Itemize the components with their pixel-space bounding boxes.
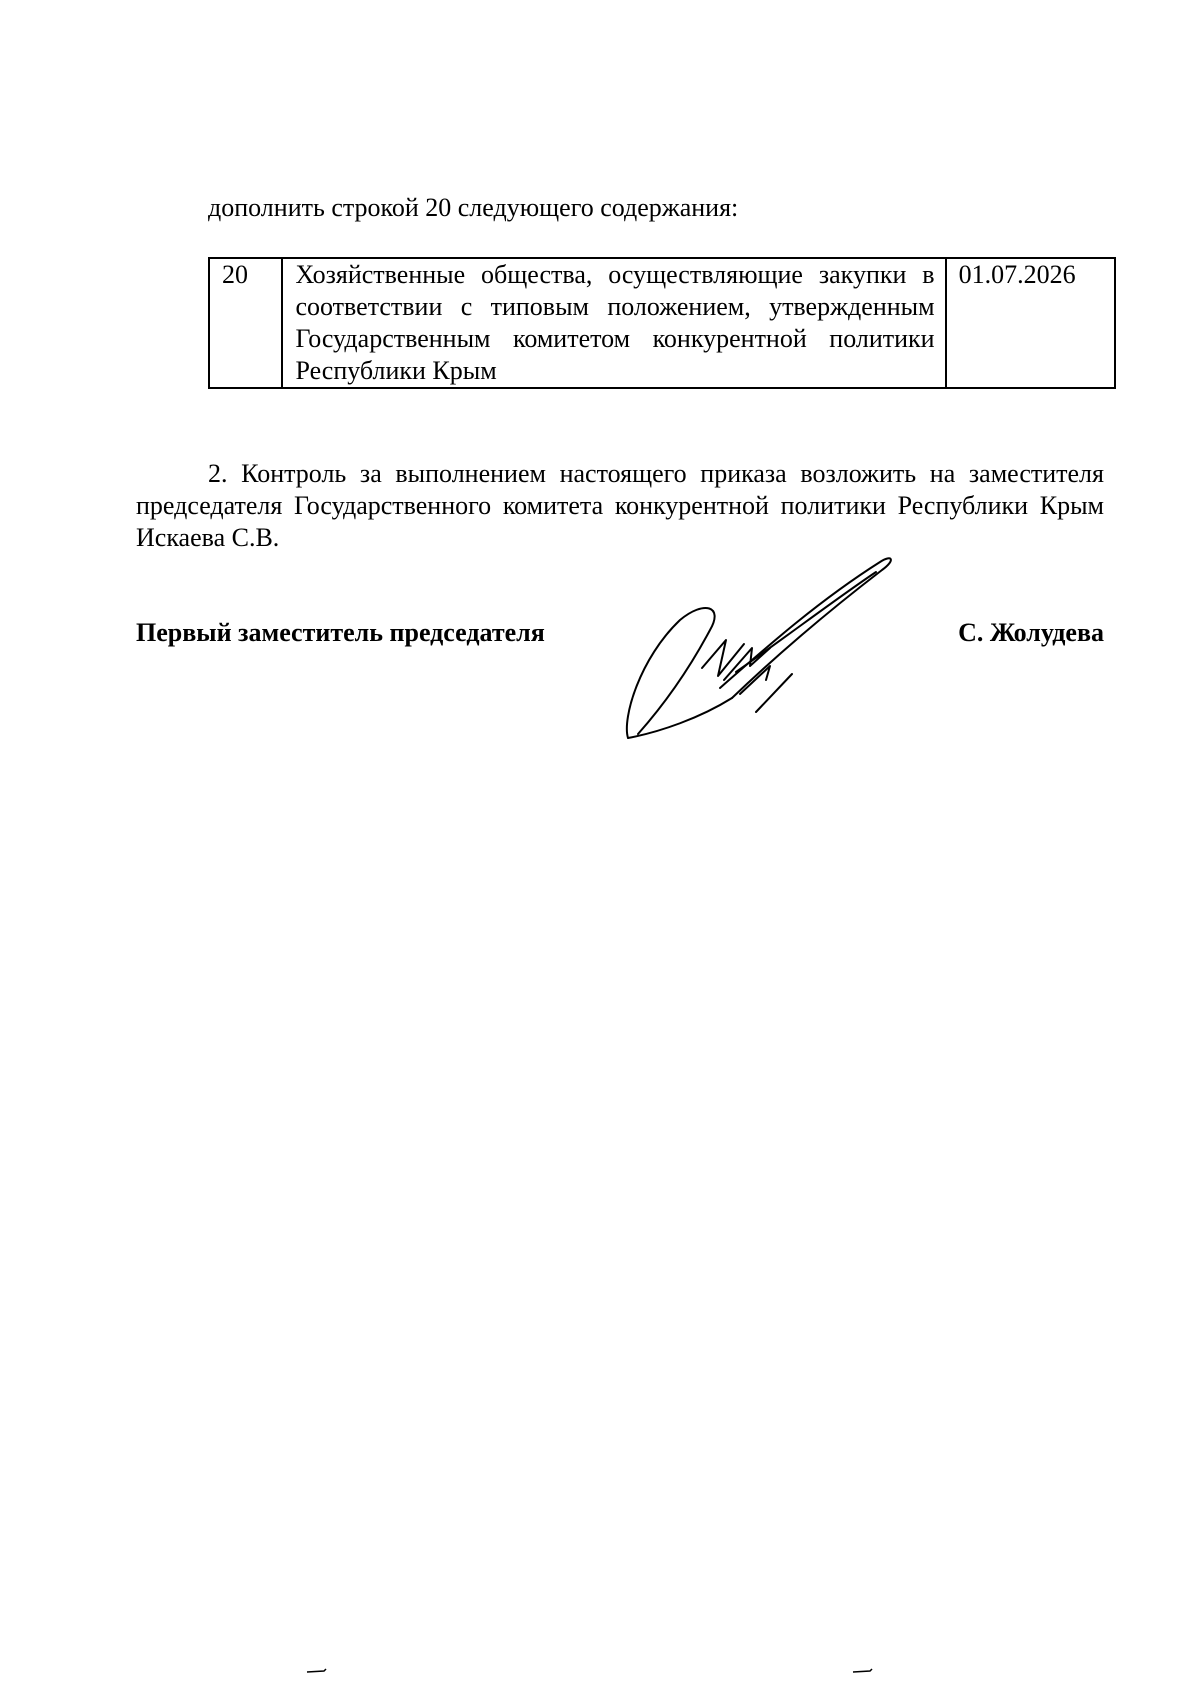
signature-image bbox=[620, 548, 940, 748]
row-number-cell bbox=[209, 258, 282, 388]
paragraph-2: 2. Контроль за выполнением настоящего приказа возложить на заместителя председателя Государственного комитета конкурентной политики Республики Крым Искаева С.В. bbox=[136, 459, 1104, 552]
row-description: Хозяйственные общества, осуществляющие закупки в соответствии с типовым положением, утвержденным Государственным комитетом конкурентной политики Республики Крым bbox=[295, 260, 935, 385]
description-cell bbox=[282, 258, 945, 388]
scan-mark-left bbox=[306, 1668, 328, 1674]
row-number: 20 bbox=[222, 260, 248, 289]
scan-mark-right bbox=[852, 1668, 874, 1674]
intro-text: дополнить строкой 20 следующего содержания: bbox=[208, 193, 739, 222]
amendment-table bbox=[208, 257, 1116, 389]
row-date: 01.07.2026 bbox=[958, 260, 1076, 289]
date-cell bbox=[946, 258, 1115, 388]
table-row bbox=[209, 258, 1115, 388]
signer-title: Первый заместитель председателя bbox=[136, 618, 545, 647]
signer-name: С. Жолудева bbox=[958, 618, 1104, 647]
